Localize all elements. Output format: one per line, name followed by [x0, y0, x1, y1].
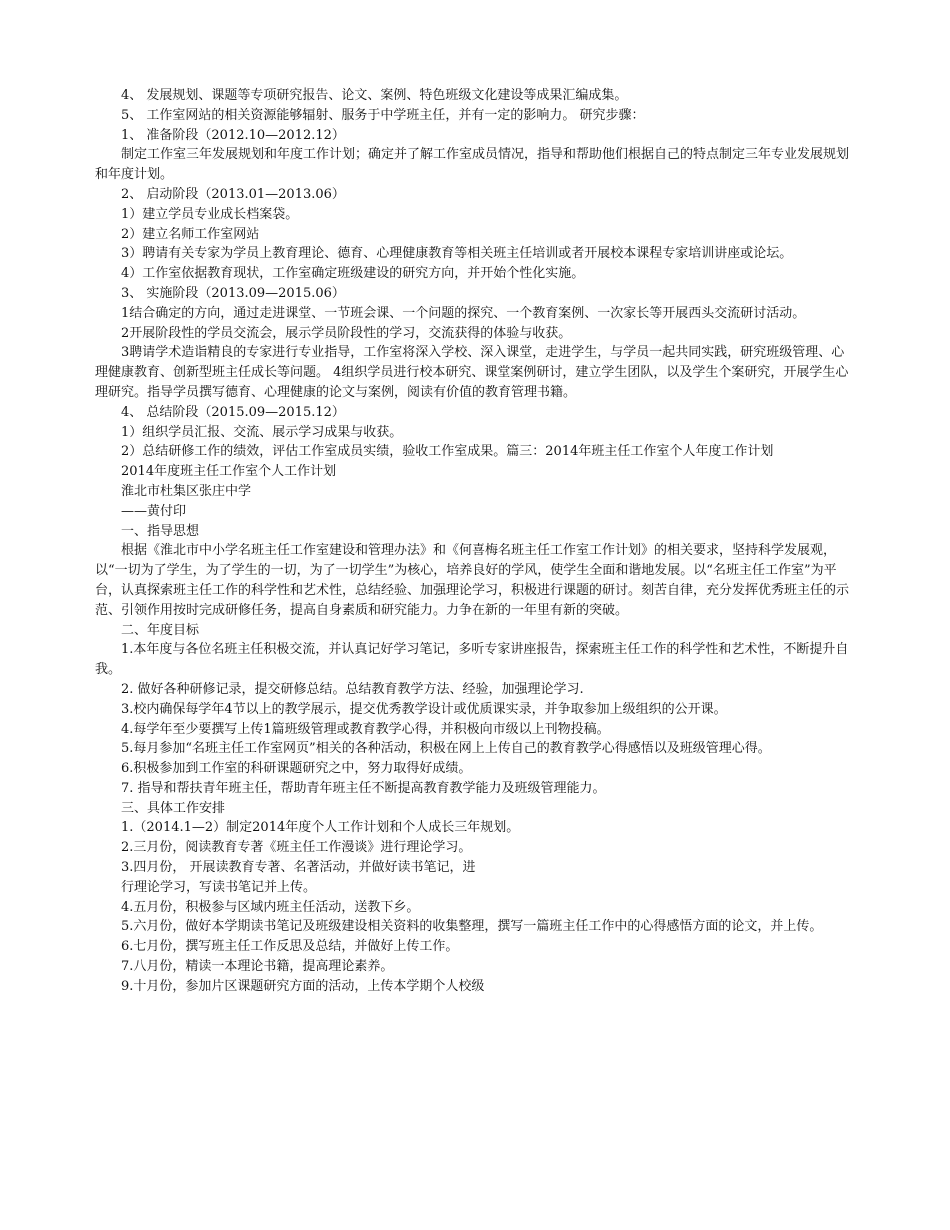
section-heading: 4、 总结阶段（2015.09—2015.12） — [121, 404, 345, 420]
list-item: 2）建立名师工作室网站 — [121, 226, 260, 242]
list-item: 6.积极参加到工作室的科研课题研究之中，努力取得好成绩。 — [121, 761, 472, 777]
list-item: 6.七月份，撰写班主任工作反思及总结，并做好上传工作。 — [121, 939, 459, 955]
list-item: 3.校内确保每学年4节以上的教学展示，提交优秀教学设计或优质课实录，并争取参加上级组织的公开课。 — [121, 701, 727, 717]
section-heading: 三、具体工作安排 — [121, 800, 226, 816]
list-item: 2开展阶段性的学员交流会，展示学员阶段性的学习，交流获得的体验与收获。 — [121, 325, 572, 341]
list-item: 1.（2014.1—2）制定2014年度个人工作计划和个人成长三年规划。 — [121, 820, 520, 836]
list-item: 5.六月份，做好本学期读书笔记及班级建设相关资料的收集整理，撰写一篇班主任工作中的心得感悟方面的论文，并上传。 — [121, 919, 823, 935]
list-item: 行理论学习，写读书笔记并上传。 — [121, 879, 317, 895]
document-title: 2014年度班主任工作室个人工作计划 — [121, 464, 337, 480]
list-item: 3聘请学术造诣精良的专家进行专业指导，工作室将深入学校、深入课堂，走进学生，与学员一起共同实践，研究班级管理、心理健康教育、创新型班主任成长等问题。 4组织学员进行校本研究、课堂案例研讨，建立学生团队，以及学生个案研究，开展学生心理研究。指导学员撰写德育、心理健康的论文与案例，阅读有价值的教育管理书籍。 — [95, 345, 849, 400]
list-item: 4.五月份，积极参与区域内班主任活动，送教下乡。 — [121, 899, 420, 915]
paragraph: 根据《淮北市中小学名班主任工作室建设和管理办法》和《何喜梅名班主任工作室工作计划》的相关要求，坚持科学发展观，以“一切为了学生，为了学生的一切，为了一切学生”为核心，培养良好的学风，使学生全面和谐地发展。以“名班主任工作室”为平台，认真探索班主任工作的科学性和艺术性，总结经验、加强理论学习，积极进行课题的研讨。刻苦自律，充分发挥优秀班主任的示范、引领作用按时完成研修任务，提高自身素质和研究能力。力争在新的一年里有新的突破。 — [95, 543, 850, 618]
list-item: 5.每月参加“名班主任工作室网页”相关的各种活动，积极在网上上传自己的教育教学心得感悟以及班级管理心得。 — [121, 741, 771, 757]
section-heading: 3、 实施阶段（2013.09—2015.06） — [121, 285, 345, 301]
section-heading: 1、 准备阶段（2012.10—2012.12） — [121, 127, 345, 143]
paragraph: 4、 发展规划、课题等专项研究报告、论文、案例、特色班级文化建设等成果汇编成集。 — [121, 88, 628, 103]
list-item: 9.十月份，参加片区课题研究方面的活动，上传本学期个人校级 — [121, 978, 485, 994]
author-name: ——黄付印 — [121, 503, 187, 519]
list-item: 1）建立学员专业成长档案袋。 — [121, 206, 299, 222]
section-heading: 二、年度目标 — [121, 622, 200, 638]
list-item: 4.每学年至少要撰写上传1篇班级管理或教育教学心得，并积极向市级以上刊物投稿。 — [121, 721, 610, 737]
list-item: 1.本年度与各位名班主任积极交流，并认真记好学习笔记，多听专家讲座报告，探索班主任工作的科学性和艺术性，不断提升自我。 — [95, 642, 849, 678]
list-item: 3.四月份， 开展读教育专著、名著活动，并做好读书笔记，进 — [121, 860, 476, 876]
section-heading: 2、 启动阶段（2013.01—2013.06） — [121, 186, 345, 202]
list-item: 1结合确定的方向，通过走进课堂、一节班会课、一个问题的探究、一个教育案例、一次家长等开展西头交流研讨活动。 — [121, 305, 806, 321]
list-item: 1）组织学员汇报、交流、展示学习成果与收获。 — [121, 424, 403, 440]
school-name: 淮北市杜集区张庄中学 — [121, 483, 252, 499]
list-item: 2）总结研修工作的绩效，评估工作室成员实绩，验收工作室成果。篇三：2014年班主任工作室个人年度工作计划 — [121, 444, 774, 460]
list-item: 2. 做好各种研修记录，提交研修总结。总结教育教学方法、经验，加强理论学习. — [121, 681, 584, 697]
list-item: 4）工作室依据教育现状，工作室确定班级建设的研究方向，并开始个性化实施。 — [121, 266, 585, 282]
list-item: 7. 指导和帮扶青年班主任，帮助青年班主任不断提高教育教学能力及班级管理能力。 — [121, 780, 606, 796]
list-item: 3）聘请有关专家为学员上教育理论、德育、心理健康教育等相关班主任培训或者开展校本课程专家培训讲座或论坛。 — [121, 246, 793, 262]
list-item: 2.三月份，阅读教育专著《班主任工作漫谈》进行理论学习。 — [121, 840, 472, 856]
paragraph: 制定工作室三年发展规划和年度工作计划；确定并了解工作室成员情况，指导和帮助他们根据自己的特点制定三年专业发展规划和年度计划。 — [95, 147, 850, 183]
list-item: 7.八月份，精读一本理论书籍，提高理论素养。 — [121, 959, 394, 975]
section-heading: 一、指导思想 — [121, 523, 200, 539]
paragraph: 5、 工作室网站的相关资源能够辐射、服务于中学班主任，并有一定的影响力。 研究步骤： — [121, 107, 645, 123]
